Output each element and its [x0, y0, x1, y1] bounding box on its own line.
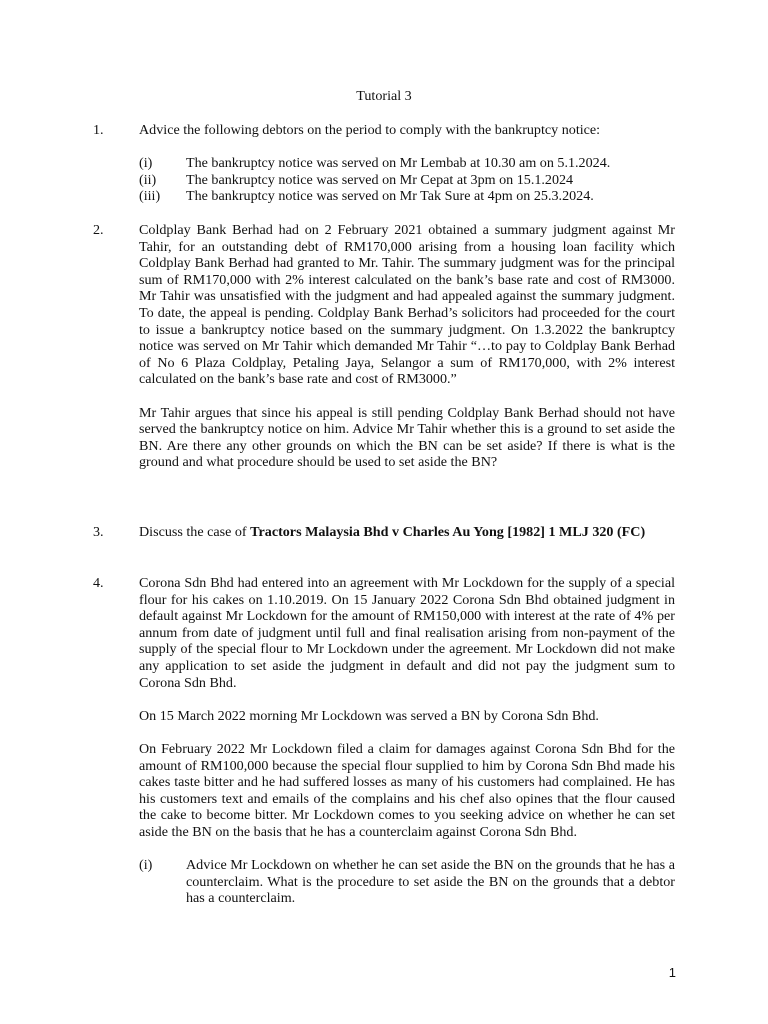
- question-1: [93, 122, 675, 205]
- question-paragraph: Coldplay Bank Berhad had on 2 February 2021 obtained a summary judgment against Mr Tahir, for an outstanding debt of RM170,000 arising from a housing loan facility which Coldplay Bank Berhad had granted to Mr. Tahir. The summary judgment was for the principal sum of RM170,000 with 2% interest calculated on the bank’s base rate and cost of RM3000. Mr Tahir was unsatisfied with the judgment and had appealed against the summary judgment. To date, the appeal is pending. Coldplay Bank Berhad’s solicitors had proceeded for the court to issue a bankruptcy notice based on the summary judgment. On 1.3.2022 the bankruptcy notice was served on Mr Tahir which demanded Mr Tahir “…to pay to Coldplay Bank Berhad of No 6 Plaza Coldplay, Petaling Jaya, Selangor a sum of RM170,000, with 2% interest calculated on the bank’s base rate and cost of RM3000.”: [139, 222, 675, 388]
- case-citation: Tractors Malaysia Bhd v Charles Au Yong [1982] 1 MLJ 320 (FC): [250, 524, 646, 540]
- page-title: Tutorial 3: [356, 88, 412, 104]
- question-prefix: Discuss the case of: [139, 524, 251, 540]
- sub-item-text: The bankruptcy notice was served on Mr Cepat at 3pm on 15.1.2024: [186, 171, 574, 188]
- sub-item: [139, 188, 675, 205]
- question-number: 2.: [93, 222, 104, 238]
- question-paragraph: On 15 March 2022 morning Mr Lockdown was served a BN by Corona Sdn Bhd.: [139, 707, 599, 724]
- question-paragraph: Corona Sdn Bhd had entered into an agreement with Mr Lockdown for the supply of a special flour for his cakes on 1.10.2019. On 15 January 2022 Corona Sdn Bhd obtained judgment in default against Mr Lockdown for the amount of RM150,000 with interest at the rate of 4% per annum from date of judgment until full and final realisation arising from non-payment of the supply of the special flour to Mr Lockdown under the agreement. Mr Lockdown did not make any application to set aside the judgment in default and did not pay the judgment sum to Corona Sdn Bhd.: [139, 575, 675, 691]
- page-number: 1: [668, 965, 676, 980]
- sub-item-label: (iii): [139, 188, 161, 205]
- question-paragraph: On February 2022 Mr Lockdown filed a claim for damages against Corona Sdn Bhd for the amount of RM100,000 because the special flour supplied to him by Corona Sdn Bhd made his cakes taste bitter and he had suffered losses as many of his customers had complained. He has his customers text and emails of the complains and his chef also opines that the flour caused the cake to become bitter. Mr Lockdown comes to you seeking advice on whether he can set aside the BN on the basis that he has a counterclaim against Corona Sdn Bhd.: [139, 740, 675, 840]
- sub-item-label: (i): [139, 155, 153, 172]
- question-number: 1.: [93, 122, 104, 138]
- sub-item: [139, 172, 675, 189]
- question-3: [93, 524, 675, 541]
- question-number: 3.: [93, 524, 104, 540]
- sub-item: [139, 155, 675, 172]
- sub-item-text: The bankruptcy notice was served on Mr Lembab at 10.30 am on 5.1.2024.: [186, 155, 611, 172]
- sub-item-text: Advice Mr Lockdown on whether he can set aside the BN on the grounds that he has a counterclaim. What is the procedure to set aside the BN on the grounds that a debtor has a counterclaim.: [186, 857, 675, 907]
- question-text: Advice the following debtors on the period to comply with the bankruptcy notice:: [139, 122, 601, 138]
- question-text: [139, 524, 675, 541]
- sub-item-list: [139, 155, 675, 205]
- sub-item-list: [139, 857, 675, 907]
- question-number: 4.: [93, 575, 104, 591]
- question-2: [93, 222, 675, 471]
- sub-item-text: The bankruptcy notice was served on Mr Tak Sure at 4pm on 25.3.2024.: [186, 188, 594, 205]
- sub-item-label: (i): [139, 857, 153, 874]
- sub-item: [139, 857, 675, 907]
- question-4: [93, 575, 675, 907]
- sub-item-label: (ii): [139, 171, 157, 188]
- question-paragraph: Mr Tahir argues that since his appeal is still pending Coldplay Bank Berhad should not have served the bankruptcy notice on him. Advice Mr Tahir whether this is a ground to set aside the BN. Are there any other grounds on which the BN can be set aside? If there is what is the ground and what procedure should be used to set aside the BN?: [139, 404, 675, 471]
